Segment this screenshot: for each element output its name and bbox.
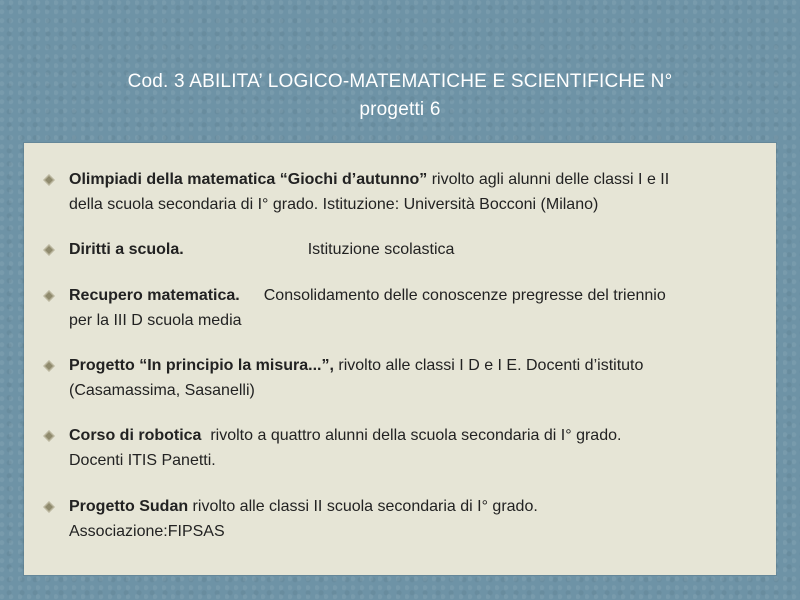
item-title: Recupero matematica. (69, 287, 240, 304)
slide-title (20, 68, 780, 124)
item-text-line2: della scuola secondaria di I° grado. Istituzione: Università Bocconi (Milano) (69, 196, 599, 213)
item-title: Progetto “In principio la misura...”, (69, 357, 334, 374)
item-text: rivolto alle classi I D e I E. Docenti d’istituto (333, 357, 644, 374)
diamond-bullet-icon (43, 360, 55, 372)
item-title: Progetto Sudan (69, 498, 189, 515)
item-text-line2: per la III D scuola media (69, 312, 242, 329)
item-text: rivolto alle classi II scuola secondaria di I° grado. (188, 498, 538, 515)
item-text-line2: Docenti ITIS Panetti. (69, 452, 216, 469)
diamond-bullet-icon (43, 244, 55, 256)
item-text-line2: Associazione:FIPSAS (69, 523, 225, 540)
diamond-bullet-icon (43, 501, 55, 513)
item-title: Diritti a scuola. (69, 241, 184, 258)
diamond-bullet-icon (43, 430, 55, 442)
item-text: rivolto a quattro alunni della scuola secondaria di I° grado. (201, 427, 622, 444)
content-panel (24, 143, 776, 575)
item-title: Corso di robotica (69, 427, 202, 444)
item-text: rivolto agli alunni delle classi I e II (427, 171, 670, 188)
diamond-bullet-icon (43, 174, 55, 186)
item-text: Istituzione scolastica (307, 241, 455, 258)
item-text-line2: (Casamassima, Sasanelli) (69, 382, 255, 399)
item-title: Olimpiadi della matematica “Giochi d’autunno” (69, 171, 428, 188)
title-line-1: Cod. 3 ABILITA’ LOGICO-MATEMATICHE E SCIENTIFICHE N° (127, 71, 673, 92)
title-line-2: progetti 6 (359, 99, 441, 120)
diamond-bullet-icon (43, 290, 55, 302)
item-text: Consolidamento delle conoscenze pregresse del triennio (263, 287, 666, 304)
